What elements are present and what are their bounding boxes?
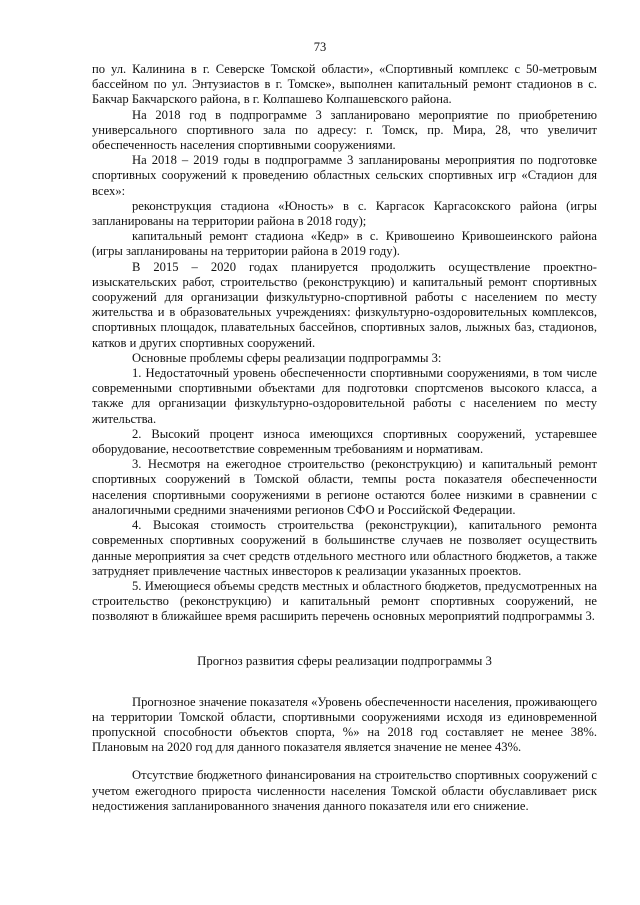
list-item: 4. Высокая стоимость строительства (реконструкции), капитального ремонта современных спортивных сооружений в большинстве случаев не позволяет осуществить данные мероприятия за счет средств отдельного местного или областного бюджетов, а также затрудняет привлечение частных инвесторов к реализации указанных проектов. [92, 518, 597, 578]
paragraph: В 2015 – 2020 годах планируется продолжить осуществление проектно-изыскательских работ, строительство (реконструкцию) и капитальный ремонт спортивных сооружений для организации физкультурно-спортивной работы с населением по месту жительства и в образовательных учреждениях: физкультурно-оздоровительных комплексов, спортивных площадок, плавательных бассейнов, спортивных залов, лыжных баз, стадионов, катков и других спортивных сооружений. [92, 259, 597, 350]
paragraph: по ул. Калинина в г. Северске Томской области», «Спортивный комплекс с 50-метровым бассейном по ул. Энтузиастов в г. Томске», выполнен капитальный ремонт стадионов в с. Бакчар Бакчарского района, в г. Колпашево Колпашевского района. [92, 62, 597, 107]
list-item: 5. Имеющиеся объемы средств местных и областного бюджетов, предусмотренных на строительство (реконструкцию) и капитальный ремонт спортивных сооружений, не позволяют в ближайшее время расширить перечень основных мероприятий подпрограммы 3. [92, 578, 597, 624]
list-item: 3. Несмотря на ежегодное строительство (реконструкцию) и капитальный ремонт спортивных сооружений в Томской области, темпы роста показателя обеспеченности населения спортивными сооружениями в регионе остаются более низкими в сравнении с аналогичными средними значениями регионов СФО и Российской Федерации. [92, 457, 597, 517]
document-body [92, 62, 597, 814]
list-item: капитальный ремонт стадиона «Кедр» в с. Кривошеино Кривошеинского района (игры запланированы на территории района в 2019 году). [92, 229, 597, 259]
paragraph: На 2018 год в подпрограмме 3 запланировано мероприятие по приобретению универсального спортивного зала по адресу: г. Томск, пр. Мира, 28, что увеличит обеспеченность населения спортивными сооружениями. [92, 107, 597, 153]
paragraph: На 2018 – 2019 годы в подпрограмме 3 запланированы мероприятия по подготовке спортивных сооружений к проведению областных сельских спортивных игр «Стадион для всех»: [92, 153, 597, 198]
section-heading: Прогноз развития сферы реализации подпрограммы 3 [197, 653, 492, 668]
page-number: 73 [313, 40, 327, 54]
paragraph: Основные проблемы сферы реализации подпрограммы 3: [132, 350, 442, 365]
list-item: реконструкция стадиона «Юность» в с. Каргасок Каргасокского района (игры запланированы на территории района в 2018 году); [92, 198, 597, 229]
list-item: 1. Недостаточный уровень обеспеченности спортивными сооружениями, в том числе современными спортивными объектами для подготовки спортсменов высокого класса, а также для организации физкультурно-оздоровительной работы с населением по месту жительства. [92, 366, 597, 426]
list-item: 2. Высокий процент износа имеющихся спортивных сооружений, устаревшее оборудование, несоответствие современным требованиям и нормативам. [92, 426, 597, 457]
paragraph: Прогнозное значение показателя «Уровень обеспеченности населения, проживающего на территории Томской области, спортивными сооружениями исходя из единовременной пропускной способности объектов спорта, %» на 2018 год составляет не менее 38%. Плановым на 2020 год для данного показателя является значение не менее 43%. [92, 694, 597, 755]
paragraph: Отсутствие бюджетного финансирования на строительство спортивных сооружений с учетом ежегодного прироста численности населения Томской области обуславливает риск недостижения запланированного значения данного показателя или его снижение. [92, 768, 597, 813]
